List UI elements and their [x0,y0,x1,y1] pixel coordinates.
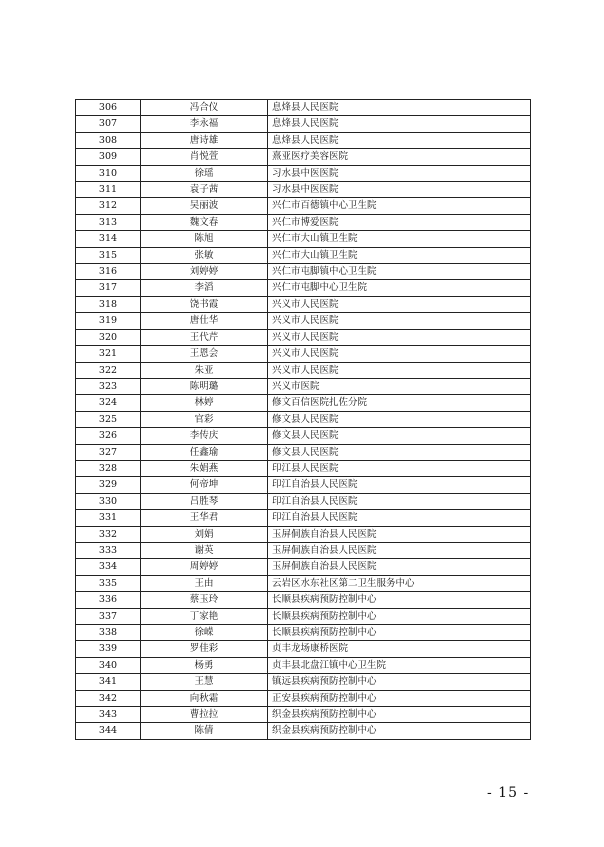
row-number-cell: 319 [76,313,141,329]
name-cell: 王由 [141,575,268,591]
name-cell: 谢英 [141,542,268,558]
work-unit-cell: 修文百信医院扎佐分院 [268,395,531,411]
row-number-cell: 309 [76,149,141,165]
name-cell: 魏文春 [141,214,268,230]
name-cell: 李永福 [141,116,268,132]
table-row [76,460,531,476]
table-row [76,657,531,673]
name-cell: 刘娟 [141,526,268,542]
work-unit-cell: 玉屏侗族自治县人民医院 [268,526,531,542]
table-row [76,264,531,280]
name-cell: 王华君 [141,510,268,526]
row-number-cell: 340 [76,657,141,673]
work-unit-cell: 织金县疾病预防控制中心 [268,723,531,739]
work-unit-cell: 玉屏侗族自治县人民医院 [268,542,531,558]
name-cell: 唐诗雄 [141,132,268,148]
row-number-cell: 337 [76,608,141,624]
table-row [76,214,531,230]
name-cell: 陈明璐 [141,378,268,394]
work-unit-cell: 贞丰龙场康桥医院 [268,641,531,657]
page-number: - 15 - [487,785,530,801]
row-number-cell: 321 [76,346,141,362]
work-unit-cell: 印江县人民医院 [268,460,531,476]
row-number-cell: 329 [76,477,141,493]
work-unit-cell: 兴仁市百德镇中心卫生院 [268,198,531,214]
row-number-cell: 324 [76,395,141,411]
name-cell: 陈旭 [141,231,268,247]
table-row [76,477,531,493]
work-unit-cell: 修文县人民医院 [268,428,531,444]
table-row [76,313,531,329]
table-row [76,182,531,198]
work-unit-cell: 兴仁市屯脚镇中心卫生院 [268,264,531,280]
work-unit-cell: 息烽县人民医院 [268,116,531,132]
work-unit-cell: 印江自治县人民医院 [268,510,531,526]
table-row [76,411,531,427]
work-unit-cell: 兴义市人民医院 [268,362,531,378]
row-number-cell: 311 [76,182,141,198]
work-unit-cell: 习水县中医医院 [268,165,531,181]
table-row [76,329,531,345]
row-number-cell: 323 [76,378,141,394]
name-cell: 陈倩 [141,723,268,739]
row-number-cell: 313 [76,214,141,230]
row-number-cell: 316 [76,264,141,280]
table-row [76,395,531,411]
work-unit-cell: 兴义市人民医院 [268,296,531,312]
table-row [76,165,531,181]
name-cell: 朱亚 [141,362,268,378]
name-cell: 袁子茜 [141,182,268,198]
name-cell: 向秋霜 [141,690,268,706]
row-number-cell: 325 [76,411,141,427]
name-cell: 徐嵘 [141,625,268,641]
row-number-cell: 332 [76,526,141,542]
row-number-cell: 326 [76,428,141,444]
work-unit-cell: 熹亚医疗美容医院 [268,149,531,165]
table-row [76,608,531,624]
table-row [76,526,531,542]
table-row [76,231,531,247]
name-cell: 任鑫瑜 [141,444,268,460]
name-cell: 吕胜琴 [141,493,268,509]
work-unit-cell: 长顺县疾病预防控制中心 [268,625,531,641]
row-number-cell: 344 [76,723,141,739]
name-cell: 何帝坤 [141,477,268,493]
work-unit-cell: 织金县疾病预防控制中心 [268,707,531,723]
row-number-cell: 314 [76,231,141,247]
name-cell: 蔡玉玲 [141,592,268,608]
work-unit-cell: 印江自治县人民医院 [268,493,531,509]
table-row [76,641,531,657]
table-row [76,493,531,509]
name-cell: 王慧 [141,674,268,690]
name-cell: 刘婷婷 [141,264,268,280]
row-number-cell: 342 [76,690,141,706]
name-cell: 李滔 [141,280,268,296]
row-number-cell: 306 [76,100,141,116]
name-cell: 冯合仪 [141,100,268,116]
row-number-cell: 307 [76,116,141,132]
table-row [76,296,531,312]
row-number-cell: 336 [76,592,141,608]
row-number-cell: 334 [76,559,141,575]
row-number-cell: 308 [76,132,141,148]
work-unit-cell: 息烽县人民医院 [268,100,531,116]
row-number-cell: 317 [76,280,141,296]
row-number-cell: 310 [76,165,141,181]
table-row [76,280,531,296]
table-row [76,198,531,214]
name-cell: 王代芹 [141,329,268,345]
table-row [76,592,531,608]
name-cell: 饶书霞 [141,296,268,312]
work-unit-cell: 长顺县疾病预防控制中心 [268,608,531,624]
name-cell: 徐瑶 [141,165,268,181]
row-number-cell: 328 [76,460,141,476]
table-row [76,559,531,575]
work-unit-cell: 正安县疾病预防控制中心 [268,690,531,706]
work-unit-cell: 修文县人民医院 [268,411,531,427]
work-unit-cell: 息烽县人民医院 [268,132,531,148]
table-row [76,100,531,116]
name-cell: 林婷 [141,395,268,411]
work-unit-cell: 兴义市人民医院 [268,329,531,345]
name-cell: 张敏 [141,247,268,263]
table-row [76,428,531,444]
roster-table [75,99,531,740]
row-number-cell: 333 [76,542,141,558]
name-cell: 吴丽波 [141,198,268,214]
work-unit-cell: 修文县人民医院 [268,444,531,460]
table-row [76,116,531,132]
table-row [76,690,531,706]
work-unit-cell: 兴仁市屯脚中心卫生院 [268,280,531,296]
work-unit-cell: 兴义市人民医院 [268,313,531,329]
name-cell: 王恩会 [141,346,268,362]
table-row [76,542,531,558]
table-row [76,674,531,690]
name-cell: 肖悦萱 [141,149,268,165]
row-number-cell: 338 [76,625,141,641]
work-unit-cell: 兴义市医院 [268,378,531,394]
work-unit-cell: 镇远县疾病预防控制中心 [268,674,531,690]
name-cell: 罗佳彩 [141,641,268,657]
name-cell: 李传庆 [141,428,268,444]
table-row [76,444,531,460]
table-row [76,247,531,263]
table-row [76,723,531,739]
work-unit-cell: 兴仁市博爱医院 [268,214,531,230]
name-cell: 杨勇 [141,657,268,673]
work-unit-cell: 长顺县疾病预防控制中心 [268,592,531,608]
name-cell: 朱娟燕 [141,460,268,476]
work-unit-cell: 印江自治县人民医院 [268,477,531,493]
row-number-cell: 312 [76,198,141,214]
table-row [76,149,531,165]
work-unit-cell: 贞丰县北盘江镇中心卫生院 [268,657,531,673]
table-row [76,707,531,723]
row-number-cell: 331 [76,510,141,526]
name-cell: 周婷婷 [141,559,268,575]
table-row [76,132,531,148]
roster-table-body [76,100,531,740]
name-cell: 丁家艳 [141,608,268,624]
row-number-cell: 343 [76,707,141,723]
table-row [76,378,531,394]
table-row [76,575,531,591]
work-unit-cell: 玉屏侗族自治县人民医院 [268,559,531,575]
work-unit-cell: 兴仁市大山镇卫生院 [268,247,531,263]
work-unit-cell: 兴仁市大山镇卫生院 [268,231,531,247]
table-row [76,346,531,362]
row-number-cell: 320 [76,329,141,345]
work-unit-cell: 兴义市人民医院 [268,346,531,362]
table-row [76,362,531,378]
row-number-cell: 341 [76,674,141,690]
work-unit-cell: 习水县中医医院 [268,182,531,198]
table-row [76,510,531,526]
work-unit-cell: 云岩区水东社区第二卫生服务中心 [268,575,531,591]
row-number-cell: 339 [76,641,141,657]
name-cell: 官彩 [141,411,268,427]
name-cell: 曹拉拉 [141,707,268,723]
name-cell: 唐仕华 [141,313,268,329]
row-number-cell: 335 [76,575,141,591]
row-number-cell: 330 [76,493,141,509]
row-number-cell: 318 [76,296,141,312]
row-number-cell: 322 [76,362,141,378]
table-row [76,625,531,641]
row-number-cell: 315 [76,247,141,263]
row-number-cell: 327 [76,444,141,460]
